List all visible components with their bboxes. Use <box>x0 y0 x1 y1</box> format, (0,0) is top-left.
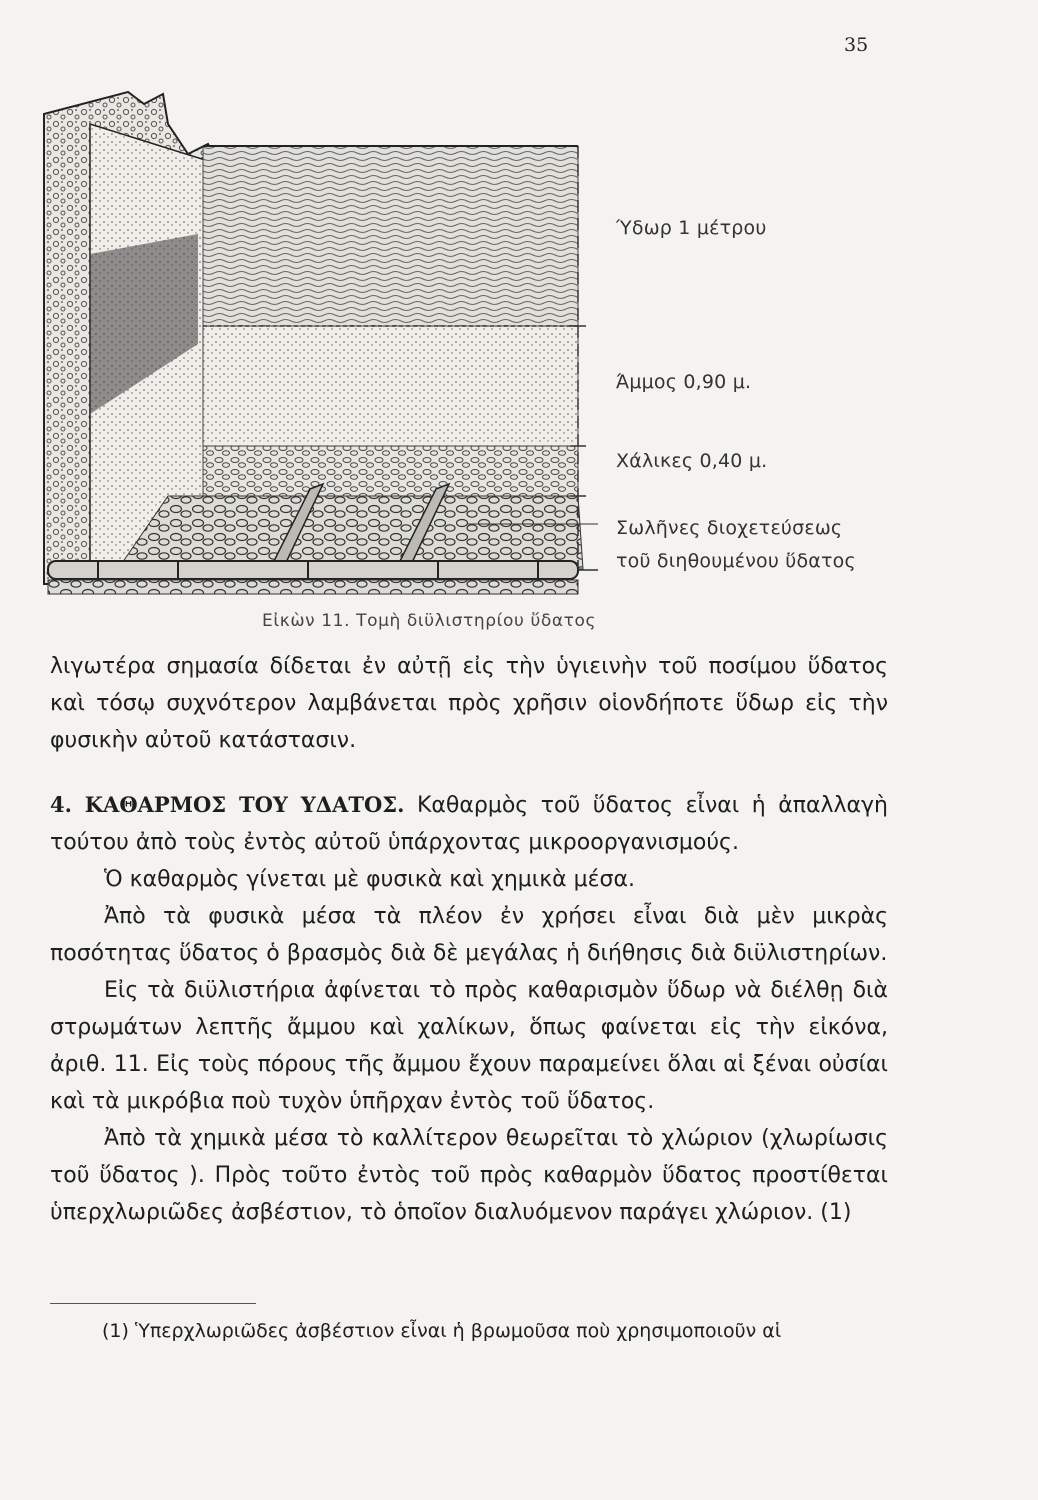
label-water: Ύδωρ 1 μέτρου <box>616 217 767 239</box>
label-sand: Άμμος 0,90 μ. <box>616 371 752 393</box>
paragraph-filters: Εἰς τὰ διϋλιστήρια ἀφίνεται τὸ πρὸς καθαρισμὸν ὕδωρ νὰ διέλθῃ διὰ στρωμάτων λεπτῆς ἄμμου καὶ χαλίκων, ὅπως φαίνεται εἰς τὴν εἰκόνα, ἀριθ. 11. Εἰς τοὺς πόρους τῆς ἄμμου ἔχουν παραμείνει ὅλαι αἱ ξέναι οὐσίαι καὶ τὰ μικρόβια ποὺ τυχὸν ὑπῆρχαν ἐντὸς τοῦ ὕδατος. <box>50 978 888 1114</box>
section-4 <box>50 786 888 1231</box>
section-intro-paragraph <box>50 786 888 861</box>
paragraph-physical-means: Ἀπὸ τὰ φυσικὰ μέσα τὰ πλέον ἐν χρήσει εἶναι διὰ μὲν μικρὰς ποσότητας ὕδατος ὁ βρασμὸς διὰ δὲ μεγάλας ἡ διήθησις διὰ διϋλιστηρίων. <box>50 904 888 966</box>
label-pipes-line1: Σωλῆνες διοχετεύσεως <box>616 517 843 539</box>
page-number: 35 <box>844 34 869 56</box>
paragraph-methods: Ὁ καθαρμὸς γίνεται μὲ φυσικὰ καὶ χημικὰ μέσα. <box>104 867 635 892</box>
paragraph-continuation: λιγωτέρα σημασία δίδεται ἐν αὐτῇ εἰς τὴν ὑγιεινὴν τοῦ ποσίμου ὕδατος καὶ τόσῳ συχνότερον λαμβάνεται πρὸς χρῆσιν οἱονδήποτε ὕδωρ εἰς τὴν φυσικὴν αὐτοῦ κατάστασιν. <box>50 654 888 753</box>
section-intro: Καθαρμὸς τοῦ ὕδατος εἶναι ἡ ἀπαλλαγὴ τούτου ἀπὸ τοὺς ἐντὸς αὐτοῦ ὑπάρχοντας μικροοργανισμούς. <box>50 793 888 855</box>
footnote: (1) Ὑπερχλωριῶδες ἀσβέστιον εἶναι ἡ βρωμοῦσα ποὺ χρησιμοποιοῦν αἱ <box>102 1320 782 1342</box>
section-heading: 4. ΚΑΘΑΡΜΟΣ ΤΟΥ ΥΔΑΤΟΣ. <box>50 792 405 817</box>
label-pipes-line2: τοῦ διηθουμένου ὕδατος <box>616 550 856 572</box>
paragraph-chemical-means: Ἀπὸ τὰ χημικὰ μέσα τὸ καλλίτερον θεωρεῖται τὸ χλώριον (χλωρίωσις τοῦ ὕδατος ). Πρὸς τοῦτο ἐντὸς τοῦ πρὸς καθαρμὸν ὕδατος προστίθεται ὑπερχλωριῶδες ἀσβέστιον, τὸ ὁποῖον διαλυόμενον παράγει χλώριον. (1) <box>50 1126 888 1225</box>
filter-cross-section-figure <box>38 84 938 614</box>
label-gravel: Χάλικες 0,40 μ. <box>616 450 768 472</box>
body-paragraph <box>50 648 888 759</box>
footnote-divider <box>50 1303 256 1304</box>
figure-caption: Εἰκὼν 11. Τομὴ διϋλιστηρίου ὕδατος <box>262 611 597 631</box>
